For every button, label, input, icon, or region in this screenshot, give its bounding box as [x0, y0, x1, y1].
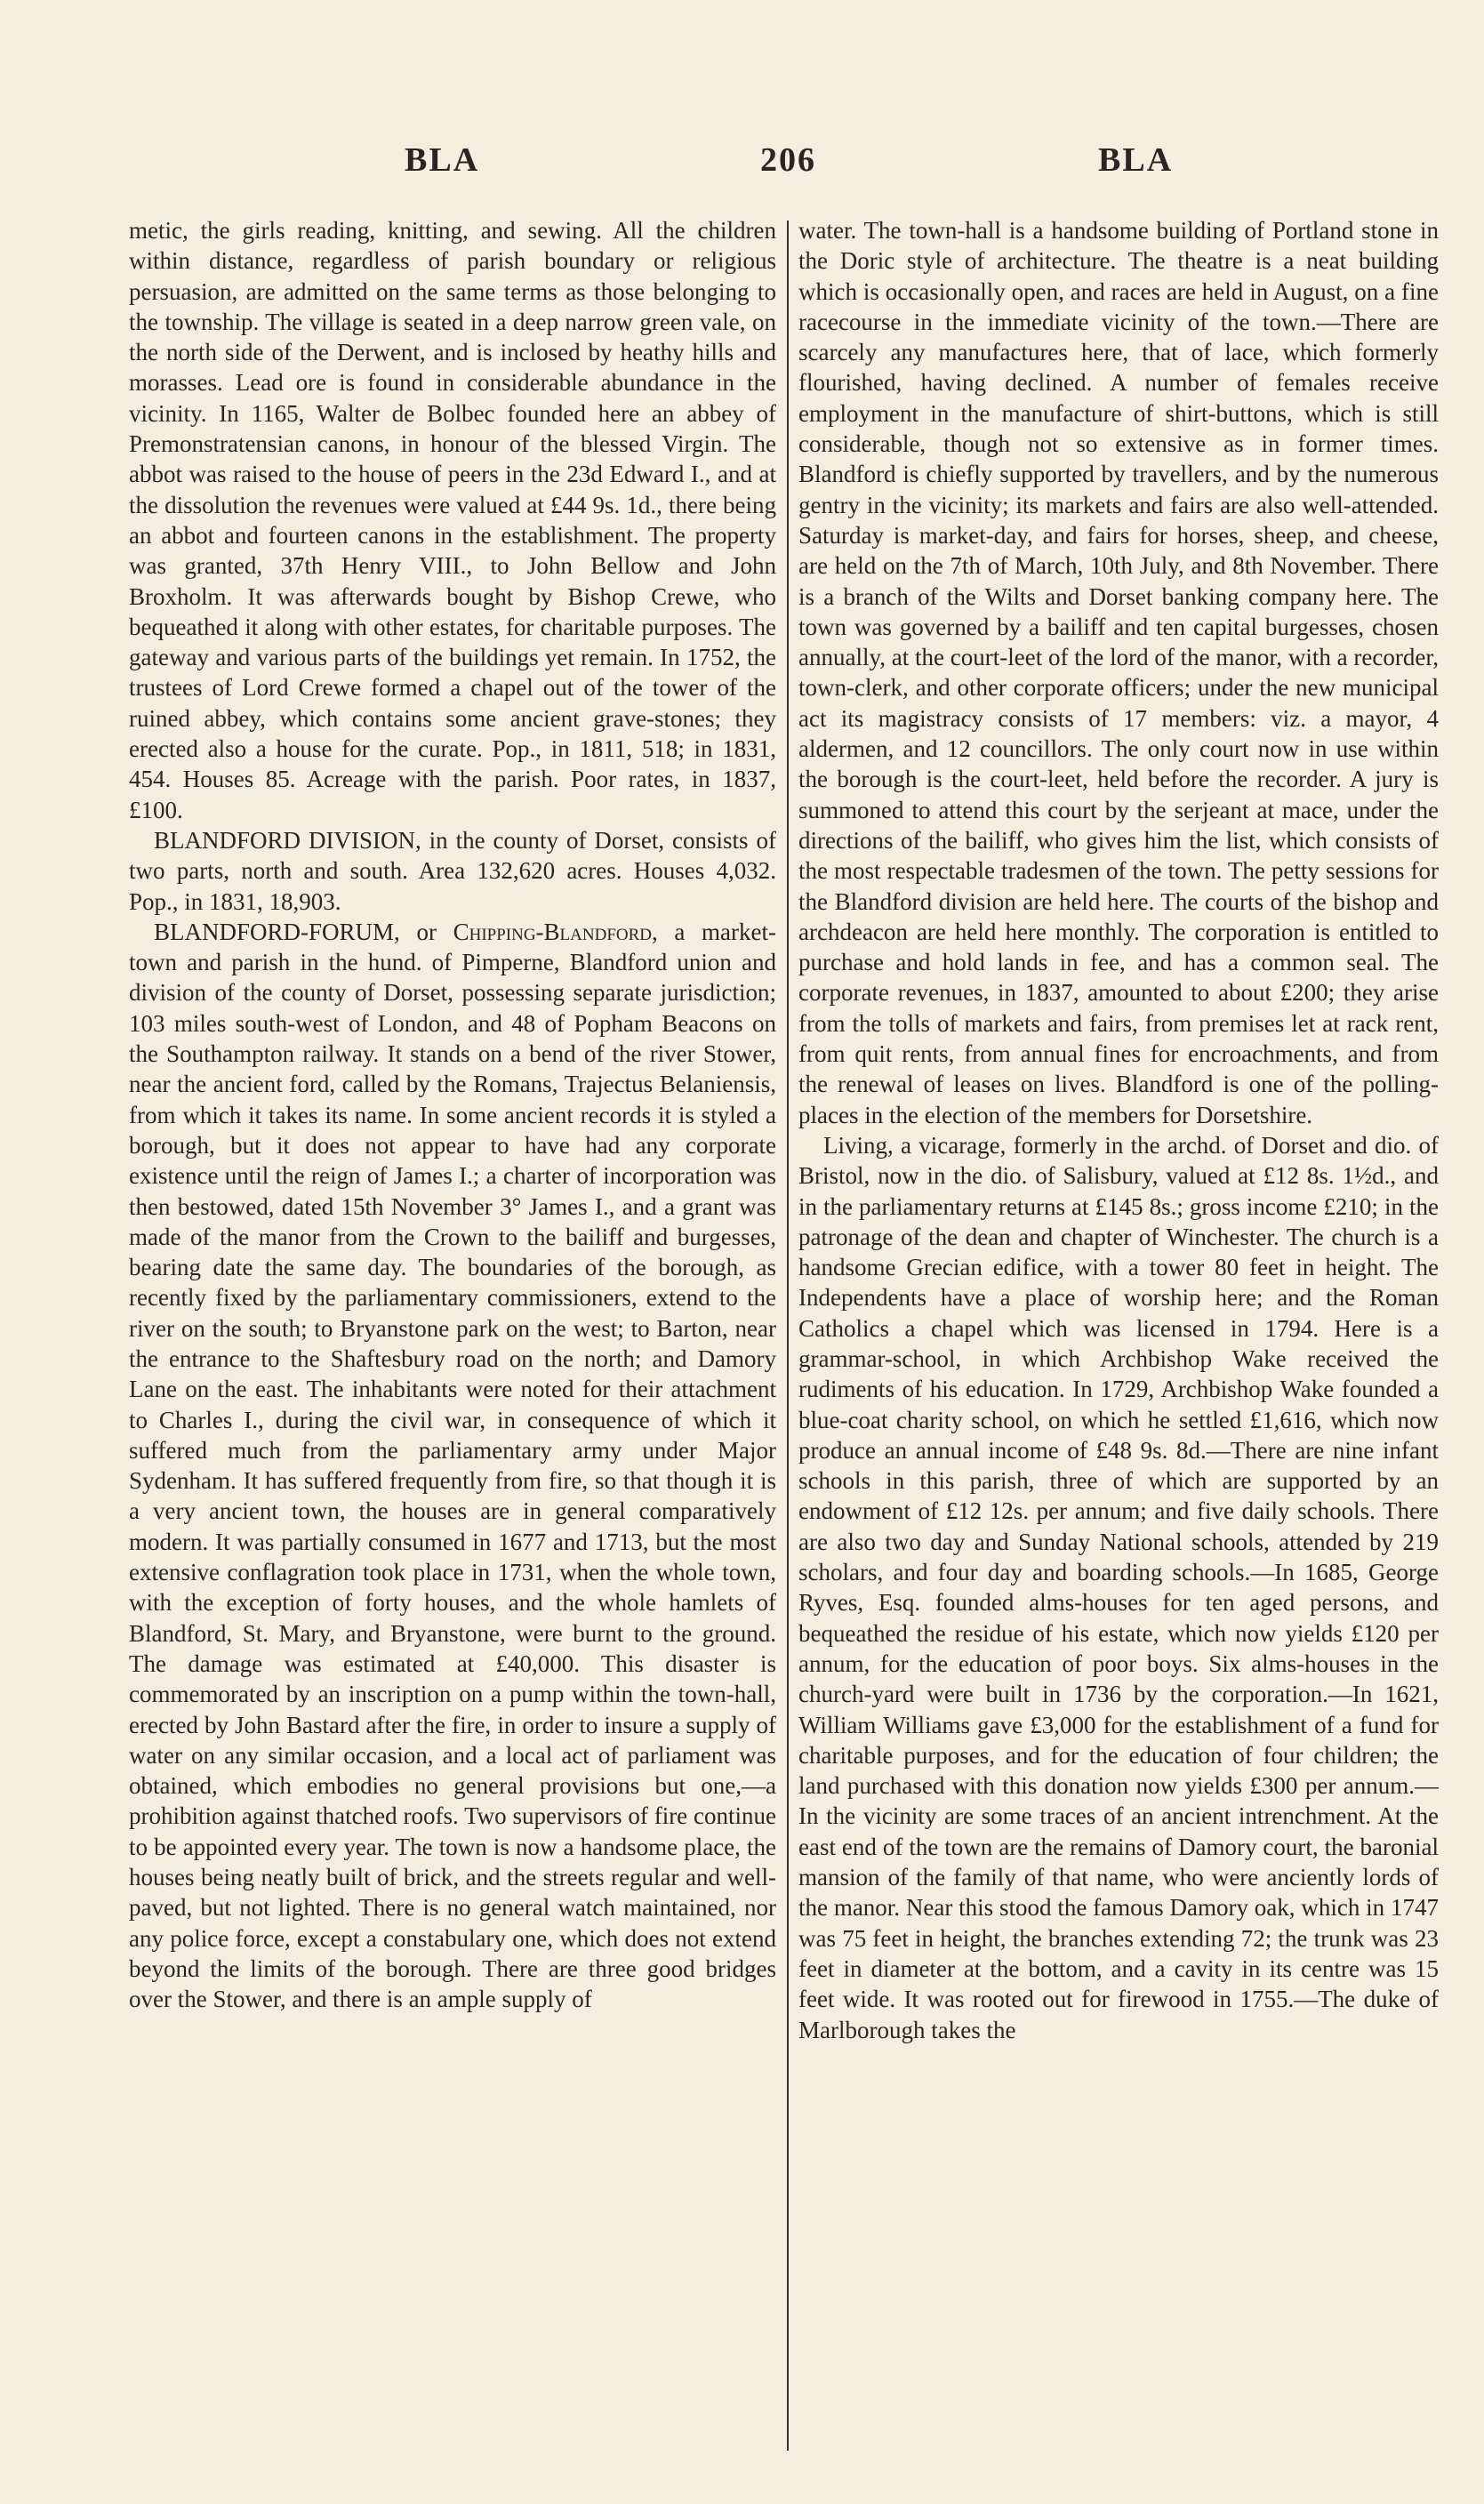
entry-headword: BLANDFORD-FORUM, or — [154, 918, 453, 945]
entry-alt-name: Chipping-Blandford — [453, 918, 653, 945]
entry-continued-paragraph: water. The town-hall is a handsome building of Portland stone in the Doric style of architecture. The theatre is a neat building which is occasionally open, and races are held in August, on a fine racecourse in the immediate vicinity of the town.—There are scarcely any manufactures here, that of lace, which formerly flourished, having declined. A number of females receive employment in the manufacture of shirt-buttons, which is still considerable, though not so extensive as in former times. Blandford is chiefly supported by travellers, and by the numerous gentry in the vicinity; its markets and fairs are also well-attended. Saturday is market-day, and fairs for horses, sheep, and cheese, are held on the 7th of March, 10th July, and 8th November. There is a branch of the Wilts and Dorset banking company here. The town was governed by a bailiff and ten capital burgesses, chosen annually, at the court-leet of the lord of the manor, with a recorder, town-clerk, and other corporate officers; under the new municipal act its magistracy consists of 17 members: viz. a mayor, 4 aldermen, and 12 councillors. The only court now in use within the borough is the court-leet, held before the recorder. A jury is summoned to attend this court by the serjeant at mace, under the directions of the bailiff, who gives him the list, which consists of the most respectable tradesmen of the town. The petty sessions for the Blandford division are held here. The courts of the bishop and archdeacon are held here monthly. The corporation is entitled to purchase and hold lands in fee, and has a common seal. The corporate revenues, in 1837, amounted to about £200; they arise from the tolls of markets and fairs, from premises let at rack rent, from quit rents, from annual fines for encroachments, and from the renewal of leases on lives. Blandford is one of the polling-places in the election of the members for Dorsetshire. — [798, 217, 1439, 1128]
entry-blandford-division: BLANDFORD DIVISION, in the county of Dorset, consists of two parts, north and south. Area 132,620 acres. Houses 4,032. Pop., in 1831, 18,903. — [129, 826, 776, 915]
left-column — [129, 215, 776, 2456]
entry-body: , a market-town and parish in the hund. of Pimperne, Blandford union and division of the county of Dorset, possessing separate jurisdiction; 103 miles south-west of London, and 48 of Popham Beacons on the Southampton railway. It stands on a bend of the river Stower, near the ancient ford, called by the Romans, Trajectus Belaniensis, from which it takes its name. In some ancient records it is styled a borough, but it does not appear to have had any corporate existence until the reign of James I.; a charter of incorporation was then bestowed, dated 15th November 3° James I., and a grant was made of the manor from the Crown to the bailiff and burgesses, bearing date the same day. The boundaries of the borough, as recently fixed by the parliamentary commissioners, extend to the river on the south; to Bryanstone park on the west; to Barton, near the entrance to the Shaftesbury road on the north; and Damory Lane on the east. The inhabitants were noted for their attachment to Charles I., during the civil war, in consequence of which it suffered much from the parliamentary army under Major Sydenham. It has suffered frequently from fire, so that though it is a very ancient town, the houses are in general comparatively modern. It was partially consumed in 1677 and 1713, but the most extensive conflagration took place in 1731, when the whole town, with the exception of forty houses, and the whole hamlets of Blandford, St. Mary, and Bryanstone, were burnt to the ground. The damage was estimated at £40,000. This disaster is commemorated by an inscription on a pump within the town-hall, erected by John Bastard after the fire, in order to insure a supply of water on any similar occasion, and a local act of parliament was obtained, which embodies no general provisions but one,—a prohibition against thatched roofs. Two supervisors of fire continue to be appointed every year. The town is now a handsome place, the houses being neatly built of brick, and the streets regular and well-paved, but not lighted. There is no general watch maintained, nor any police force, except a constabulary one, which does not extend beyond the limits of the borough. There are three good bridges over the Stower, and there is an ample supply of — [129, 918, 776, 2013]
right-column — [798, 215, 1439, 2456]
header-guideword-right: BLA — [1098, 141, 1174, 179]
entry-continuation-paragraph: metic, the girls reading, knitting, and sewing. All the children within distance, regardless of parish boundary or religious persuasion, are admitted on the same terms as those belonging to the township. The village is seated in a deep narrow green vale, on the north side of the Derwent, and is inclosed by heathy hills and morasses. Lead ore is found in considerable abundance in the vicinity. In 1165, Walter de Bolbec founded here an abbey of Premonstratensian canons, in honour of the blessed Virgin. The abbot was raised to the house of peers in the 23d Edward I., and at the dissolution the revenues were valued at £44 9s. 1d., there being an abbot and fourteen canons in the establishment. The property was granted, 37th Henry VIII., to John Bellow and John Broxholm. It was afterwards bought by Bishop Crewe, who bequeathed it along with other estates, for charitable purposes. The gateway and various parts of the buildings yet remain. In 1752, the trustees of Lord Crewe formed a chapel out of the tower of the ruined abbey, which contains some ancient grave-stones; they erected also a house for the curate. Pop., in 1811, 518; in 1831, 454. Houses 85. Acreage with the parish. Poor rates, in 1837, £100. — [129, 217, 776, 823]
header-guideword-left: BLA — [405, 141, 480, 179]
entry-blandford-forum — [129, 917, 776, 2015]
page-number: 206 — [760, 141, 816, 179]
entry-living-paragraph: Living, a vicarage, formerly in the archd. of Dorset and dio. of Bristol, now in the dio. of Salisbury, valued at £12 8s. 1½d., and in the parliamentary returns at £145 8s.; gross income £210; in the patronage of the dean and chapter of Winchester. The church is a handsome Grecian edifice, with a tower 80 feet in height. The Independents have a place of worship here; and the Roman Catholics a chapel which was licensed in 1794. Here is a grammar-school, in which Archbishop Wake received the rudiments of his education. In 1729, Archbishop Wake founded a blue-coat charity school, on which he settled £1,616, which now produce an annual income of £48 9s. 8d.—There are nine infant schools in this parish, three of which are supported by an endowment of £12 12s. per annum; and five daily schools. There are also two day and Sunday National schools, attended by 219 scholars, and four day and boarding schools.—In 1685, George Ryves, Esq. founded alms-houses for ten aged persons, and bequeathed the residue of his estate, which now yields £120 per annum, for the education of poor boys. Six alms-houses in the church-yard were built in 1736 by the corporation.—In 1621, William Williams gave £3,000 for the establishment of a fund for charitable purposes, and for the education of four children; the land purchased with this donation now yields £300 per annum.—In the vicinity are some traces of an ancient intrenchment. At the east end of the town are the remains of Damory court, the baronial mansion of the family of that name, who were anciently lords of the manor. Near this stood the famous Damory oak, which in 1747 was 75 feet in height, the branches extending 72; the trunk was 23 feet in diameter at the bottom, and a cavity in its centre was 15 feet wide. It was rooted out for firewood in 1755.—The duke of Marlborough takes the — [798, 1131, 1439, 2043]
column-divider — [787, 221, 789, 2451]
running-header — [0, 140, 1484, 194]
